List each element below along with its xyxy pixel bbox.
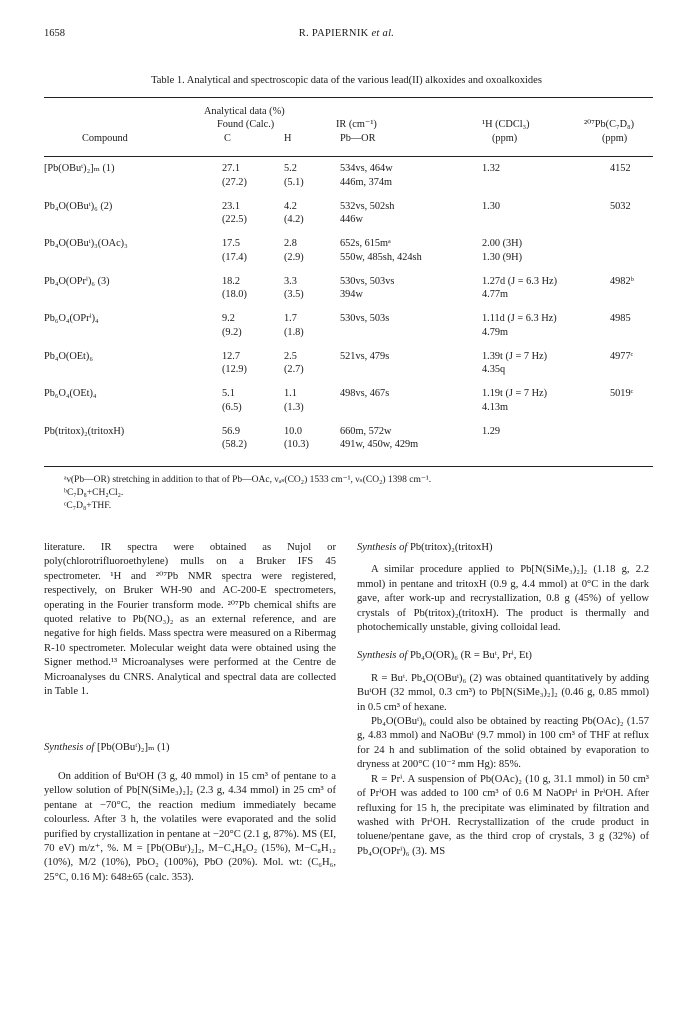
paragraph-methods: literature. IR spectra were obtained as Nujol or poly(chlorotrifluoroethylene) mulls on a Bruker IFS 45 spectrometer. ¹H and ²⁰⁷Pb NMR spectra were registered, respectively, on Bruker WH-90 and AC-200-E spectrometers, operating in the Fourier transform mode. ²⁰⁷Pb chemical shifts are quoted relative to Pb(NO₃)₂ as an external reference, and are negative for high fields. Mass spectra were measured on a Ribermag R-10 spectrometer. Molecular weight data were obtained using the Signer method.¹³ Microanalyses were performed at the Centre de Microanalyses du CNRS. Analytical and spectral data are collected in Table 1.	[44, 542, 336, 698]
table-cell-h: 5.2	[284, 163, 297, 174]
table-cell-ir: 660m, 572w	[340, 425, 392, 437]
table-cell-c: (12.9)	[222, 364, 247, 375]
table-top-rule	[44, 97, 653, 98]
table-cell-c: 12.7	[222, 350, 241, 362]
table-cell-pb: 4985	[610, 313, 631, 324]
table-cell-h: 1.7	[284, 313, 297, 324]
table-cell-c: (6.5)	[222, 401, 242, 413]
table-cell-h: (2.9)	[284, 251, 304, 263]
table-row	[44, 237, 653, 275]
table-row	[44, 275, 653, 313]
table-cell-ir: 498vs, 467s	[340, 388, 390, 399]
table-cell-h1: 1.39t (J = 7 Hz)	[482, 350, 548, 362]
table-cell-h: 4.2	[284, 200, 297, 212]
table-cell-h: (2.7)	[284, 364, 304, 375]
table-cell-compound: Pb₄O(OEt)₆	[44, 350, 93, 362]
table-row	[44, 425, 653, 463]
header-h: H	[284, 133, 292, 144]
table-cell-compound: [Pb(OBuᵗ)₂]ₘ (1)	[44, 163, 115, 174]
table-cell-h1: 1.27d (J = 6.3 Hz)	[482, 275, 558, 287]
table-cell-pb: 4982ᵇ	[610, 275, 634, 287]
table-cell-compound: Pb₄O(OPrⁱ)₆ (3)	[44, 275, 110, 287]
table-cell-c: 18.2	[222, 275, 241, 287]
table-cell-ir: 446m, 374m	[340, 176, 393, 188]
table-row	[44, 350, 653, 388]
section-heading-pb4o: Synthesis of Pb₄O(OR)₆ (R = Buᵗ, Prⁱ, Et)	[357, 650, 532, 662]
left-column	[44, 541, 336, 885]
table-cell-ir: 534vs, 464w	[340, 163, 393, 174]
table-bottom-rule	[44, 466, 653, 467]
table-caption: Table 1. Analytical and spectroscopic data of the various lead(II) alkoxides and oxoalkoxides	[151, 75, 542, 86]
table-cell-h1: 1.30 (9H)	[482, 251, 523, 263]
table-cell-compound: Pb₄O(OBuᵗ)₃(OAc)₃	[44, 238, 128, 249]
section-heading-pb-obu: Synthesis of [Pb(OBuᵗ)₂]ₘ (1)	[44, 742, 170, 754]
table-cell-ir: 521vs, 479s	[340, 350, 390, 362]
header-found-calc: Found (Calc.)	[217, 119, 275, 130]
table-cell-ir: 530vs, 503vs	[340, 275, 395, 287]
table-body	[44, 162, 653, 462]
table-footnote-b: ᵇC₇D₈+CH₂Cl₂.	[64, 488, 124, 498]
table-cell-h1: 4.35q	[482, 364, 506, 375]
table-cell-h1: 4.79m	[482, 326, 509, 338]
table-cell-h: 2.8	[284, 238, 297, 249]
paragraph-tritox: A similar procedure applied to Pb[N(SiMe₃)₂]₂ (1.18 g, 2.2 mmol) in pentane and tritoxH (0.9 g, 4.4 mmol) at 0°C in the dark gave, after work-up and recrystallization, 0.8 g (45%) of yellow crystals of Pb(tritox)₂(tritoxH). The product is thermally and photochemically unstable, giving colloidal lead.	[357, 564, 649, 634]
table-row	[44, 162, 653, 200]
table-row	[44, 387, 653, 425]
header-ir: IR (cm⁻¹)	[336, 119, 377, 130]
header-nmr-h-unit: (ppm)	[492, 133, 518, 144]
paragraph-r-opr: R = Prⁱ. A suspension of Pb(OAc)₂ (10 g, 31.1 mmol) in 50 cm³ of PrⁱOH was added to 100 cm³ of 0.6 M NaOPrⁱ in PrⁱOH. After refluxing for 15 h, the precipitate was eliminated by filtration and washed with PrⁱOH. Recrystallization of the crude product in toluene/pentane gave, as the third crop of crystals, 3 g (32%) of Pb₄O(OPrⁱ)₆ (3). MS	[357, 773, 649, 857]
table-cell-ir: 532vs, 502sh	[340, 200, 395, 212]
table-cell-h: 3.3	[284, 275, 297, 287]
header-nmr-pb: ²⁰⁷Pb(C₇D₈)	[584, 119, 635, 130]
table-cell-ir: 491w, 450w, 429m	[340, 439, 419, 450]
table-cell-h: (4.2)	[284, 214, 304, 225]
table-cell-pb: 4152	[610, 163, 631, 174]
paragraph-r-obu: R = Buᵗ. Pb₄O(OBuᵗ)₆ (2) was obtained quantitatively by adding BuᵗOH (32 mmol, 0.3 cm³) to Pb[N(SiMe₃)₂]₂ (0.46 g, 0.85 mmol) in 0.5 cm³ of hexane.	[357, 672, 649, 713]
header-analytical: Analytical data (%)	[204, 106, 285, 117]
running-title-author: R. PAPIERNIK	[298, 28, 369, 39]
table-cell-c: (22.5)	[222, 214, 247, 225]
table-cell-ir: 446w	[340, 214, 363, 225]
table-header-rule	[44, 156, 653, 157]
table-cell-c: 17.5	[222, 238, 241, 249]
table-cell-ir: 550w, 485sh, 424sh	[340, 251, 422, 263]
table-footnote-c: ᶜC₇D₈+THF.	[64, 501, 112, 511]
table-cell-c: 23.1	[222, 200, 241, 212]
header-ir-sub: Pb—OR	[340, 133, 376, 144]
section-heading-tritox: Synthesis of Pb(tritox)₂(tritoxH)	[357, 542, 493, 553]
table-cell-c: (17.4)	[222, 251, 247, 263]
header-c: C	[224, 133, 231, 144]
table-cell-pb: 4977ᶜ	[610, 350, 634, 362]
paragraph-synthesis-1: On addition of BuᵗOH (3 g, 40 mmol) in 15 cm³ of pentane to a yellow solution of Pb[N(SiMe₃)₂]₂ (2.3 g, 4.34 mmol) in 25 cm³ of pentane at −70°C, the reaction medium immediately became colourless. After 3 h, the volatiles were evaporated and the solid purified by crystallization in pentane at −20°C (2.1 g, 87%). MS (EI, 70 eV) m/z⁺, %. M = [Pb(OBuᵗ)₂]₂, M−C₄H₈O₂ (15%), M−C₈H₁₂ (10%), M/2 (10%), PbO₂ (100%), PbO (20%). Mol. wt: (C₆H₆, 25°C, 0.16 M): 648±65 (calc. 353).	[44, 770, 336, 883]
table-cell-h: (10.3)	[284, 439, 309, 450]
table-cell-h1: 1.19t (J = 7 Hz)	[482, 388, 548, 399]
table-cell-c: 27.1	[222, 163, 241, 174]
table-cell-c: (58.2)	[222, 439, 247, 450]
table-cell-h1: 1.11d (J = 6.3 Hz)	[482, 313, 557, 324]
table-cell-c: (18.0)	[222, 289, 247, 300]
table-cell-compound: Pb₆O₄(OEt)₄	[44, 388, 97, 399]
table-cell-h: (1.8)	[284, 326, 304, 338]
paragraph-pb4o-alt: Pb₄O(OBuᵗ)₆ could also be obtained by reacting Pb(OAc)₂ (1.57 g, 4.83 mmol) and NaOBuᵗ (9.7 mmol) in 100 cm³ of THF at reflux for 24 h and sublimation of the solid obtained by evaporation to dryness at 200°C (10⁻² mm Hg): 85%.	[357, 716, 649, 771]
table-cell-pb: 5032	[610, 200, 631, 212]
table-cell-c: 56.9	[222, 425, 241, 437]
table-cell-h: 1.1	[284, 388, 297, 399]
table-cell-h: (5.1)	[284, 176, 304, 188]
table-cell-h1: 1.29	[482, 425, 501, 437]
header-nmr-pb-unit: (ppm)	[602, 133, 628, 144]
table-cell-c: (27.2)	[222, 176, 247, 188]
running-title-etal: et al.	[371, 28, 395, 39]
table-footnote-a: ᵃν(Pb—OR) stretching in addition to that of Pb—OAc, νₐₛ(CO₂) 1533 cm⁻¹, νₛ(CO₂) 1398 cm⁻¹.	[64, 475, 432, 485]
header-compound: Compound	[82, 133, 128, 144]
table-cell-h: 10.0	[284, 425, 303, 437]
table-cell-h1: 1.30	[482, 200, 501, 212]
table-cell-compound: Pb(tritox)₂(tritoxH)	[44, 425, 125, 437]
table-cell-h: 2.5	[284, 350, 297, 362]
table-row	[44, 312, 653, 350]
table-cell-h1: 4.77m	[482, 289, 509, 300]
table-header	[44, 102, 653, 154]
table-cell-compound: Pb₄O(OBuᵗ)₆ (2)	[44, 200, 113, 212]
table-cell-h1: 1.32	[482, 163, 501, 174]
table-cell-ir: 652s, 615mᵃ	[340, 238, 391, 249]
table-cell-ir: 394w	[340, 289, 363, 300]
table-row	[44, 200, 653, 238]
table-cell-h: (3.5)	[284, 289, 304, 300]
table-cell-h1: 4.13m	[482, 401, 509, 413]
table-cell-c: 5.1	[222, 388, 235, 399]
table-cell-compound: Pb₆O₄(OPrⁱ)₄	[44, 313, 99, 324]
running-title	[0, 28, 693, 39]
page-number: 1658	[44, 28, 65, 39]
table-cell-c: (9.2)	[222, 326, 242, 338]
table-cell-pb: 5019ᶜ	[610, 388, 634, 399]
table-cell-ir: 530vs, 503s	[340, 313, 390, 324]
right-column	[357, 541, 649, 859]
table-cell-h: (1.3)	[284, 401, 304, 413]
header-nmr-h: ¹H (CDCl₃)	[482, 119, 530, 130]
table-cell-h1: 2.00 (3H)	[482, 238, 523, 249]
table-cell-c: 9.2	[222, 313, 235, 324]
